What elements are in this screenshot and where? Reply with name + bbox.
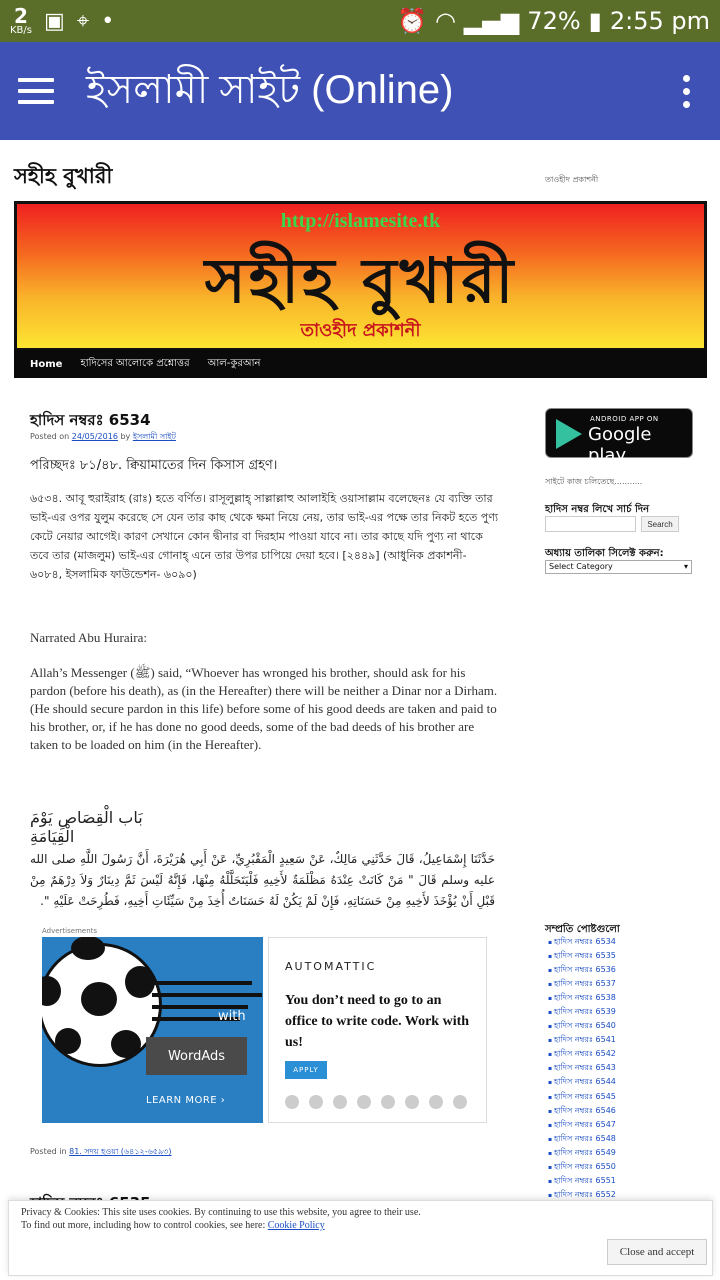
alarm-icon: ⏰ [397,7,427,35]
recent-post-link[interactable]: ▪ হাদিস নম্বরঃ 6535 [548,949,616,963]
jetpack-icon [309,1095,323,1109]
post-author-link[interactable]: ইসলামী সাইট [132,432,176,441]
wordpress-icon [285,1095,299,1109]
posted-in-prefix: Posted in [30,1147,67,1156]
recent-post-link[interactable]: ▪ হাদিস নম্বরঃ 6549 [548,1146,616,1160]
recent-post-link[interactable]: ▪ হাদিস নম্বরঃ 6551 [548,1174,616,1188]
gplay-title: Google play [588,424,652,466]
site-title[interactable]: সহীহ বুখারী [14,164,113,188]
post-date-link[interactable]: 24/05/2016 [71,432,118,441]
search-input[interactable] [545,516,636,532]
network-speed [10,6,32,36]
recent-post-link[interactable]: ▪ হাদিস নম্বরঃ 6534 [548,935,616,949]
category-widget-title: অধ্যায় তালিকা সিলেক্ট করুন: [545,548,664,559]
ads-label: Advertisements [42,927,98,935]
banner-subtitle: তাওহীদ প্রকাশনী [300,320,421,341]
speed-value: 2 [14,4,28,28]
chevron-down-icon: ▾ [683,562,688,571]
hadith-english-text: Allah’s Messenger (ﷺ) said, “Whoever has wronged his brother, should ask for his pardon (before his death), as (in the Hereafter) there will be neither a Dinar nor a Dirham. (He should secure pardon in this life) before some of his good deeds are taken and paid to his brother, or, if he has done no good deeds, some of the bad deeds of his brother are taken to be loaded on him (in the Hereafter). [30,665,498,752]
play-store-icon [556,419,582,449]
close-and-accept-button[interactable]: Close and accept [607,1239,707,1265]
gallery-icon: ▣ [44,8,65,34]
banner-url: http://islamesite.tk [280,210,441,232]
google-play-badge[interactable] [545,408,693,466]
meta-by: by [120,432,131,441]
recent-post-link[interactable]: ▪ হাদিস নম্বরঃ 6545 [548,1090,616,1104]
clock: 2:55 pm [609,7,710,35]
apply-button[interactable]: APPLY [285,1061,327,1079]
product-icons [285,1095,467,1109]
site-status-note: সাইটে কাজ চলিতেছে........... [545,477,643,486]
nav-item-qa[interactable]: হাদিসের আলোকে প্রশ্নোত্তর [80,357,190,369]
nav-item-home[interactable]: Home [30,358,63,370]
automattic-advert[interactable] [268,937,487,1123]
recent-post-link[interactable]: ▪ হাদিস নম্বরঃ 6552 [548,1188,616,1202]
hadith-bengali-text: ৬৫৩৪. আবূ হুরাইরাহ (রাঃ) হতে বর্ণিত। রাসূলুল্লাহ্ সাল্লাল্লাহু আলাইহি ওয়াসাল্লাম বলেছেনঃ যে ব্যক্তি তার ভাই-এর ওপর যুলুম করেছে সে যেন তার কাছ থেকে ক্ষমা নিয়ে নেয়, তার ভাই-এর পক্ষে তার নিকট হতে পুণ্য কেটে নেয়ার আগেই। কারণ সেখানে কোন দ্বীনার বা দিরহাম পাওয়া যাবে না। তার কাছে যদি পুণ্য না থাকে তবে তার (মাজলুম) ভাই-এর গোনাহ্ এনে তার উপর চাপিয়ে দেয়া হবে। [২৪৪৯] (আধুনিক প্রকাশনী- ৬০৮৪, ইসলামিক ফাউন্ডেশন- ৬০৯০) [30,492,499,581]
app-bar [0,42,720,140]
battery-icon: ▮ [588,7,602,35]
soccer-ball-icon [42,943,162,1067]
longreads-icon [429,1095,443,1109]
posted-in [30,1146,172,1159]
arabic-chapter-heading: بَاب الْقِصَاصِ يَوْمَ الْقِيَامَةِ [30,808,143,846]
recent-post-link[interactable]: ▪ হাদিস নম্বরঃ 6546 [548,1104,616,1118]
banner-title: সহীহ বুখারী [204,244,517,317]
more-options-icon[interactable] [683,75,690,108]
recent-posts-list [548,935,616,1216]
ad-message: You don’t need to go to an office to write code. Work with us! [285,993,470,1050]
post-title[interactable]: হাদিস নম্বরঃ 6534 [30,411,151,429]
menu-icon[interactable] [18,78,54,104]
recent-post-link[interactable]: ▪ হাদিস নম্বরঃ 6550 [548,1160,616,1174]
cookie-more-text: To find out more, including how to control cookies, see here: [21,1220,266,1231]
gravatar-icon [405,1095,419,1109]
cookie-policy-link[interactable]: Cookie Policy [267,1220,325,1231]
recent-post-link[interactable]: ▪ হাদিস নম্বরঃ 6536 [548,963,616,977]
recent-post-link[interactable]: ▪ হাদিস নম্বরঃ 6537 [548,977,616,991]
recent-post-link[interactable]: ▪ হাদিস নম্বরঃ 6541 [548,1033,616,1047]
meta-prefix: Posted on [30,432,70,441]
speed-unit: KB/s [10,25,32,36]
maps-icon: ⌖ [76,8,90,34]
category-link[interactable]: 81. সদয় হওয়া (৬৪১২-৬৫৯৩) [69,1147,172,1156]
recent-post-link[interactable]: ▪ হাদিস নম্বরঃ 6548 [548,1132,616,1146]
automattic-logo: AUTOMATTIC [285,960,377,973]
recent-post-link[interactable]: ▪ হাদিস নম্বরঃ 6547 [548,1118,616,1132]
gplay-caption: ANDROID APP ON [590,415,659,423]
learn-more-link[interactable]: LEARN MORE › [146,1095,226,1106]
wifi-icon: ◠ [434,7,456,35]
header-banner[interactable] [14,201,707,351]
wordads-advert[interactable] [42,937,263,1123]
recent-post-link[interactable]: ▪ হাদিস নম্বরঃ 6539 [548,1005,616,1019]
wordads-logo: WordAds [146,1037,247,1075]
category-select[interactable] [545,560,692,574]
web-page [0,140,720,1280]
battery-level: 72% [527,7,581,35]
search-button[interactable]: Search [641,516,679,532]
ad-with-text: with [218,1009,246,1024]
recent-post-link[interactable]: ▪ হাদিস নম্বরঃ 6543 [548,1061,616,1075]
app-title: ইসলামী সাইট (Online) [86,67,454,112]
post-meta [30,431,176,444]
chapter-heading: পরিচ্ছদঃ ৮১/৪৮. ক্বিয়ামাতের দিন কিসাস গ্রহণ। [30,458,278,473]
site-description: তাওহীদ প্রকাশনী [545,175,599,184]
hadith-arabic-text: حَدَّثَنَا إِسْمَاعِيلُ، قَالَ حَدَّثَنِي مَالِكٌ، عَنْ سَعِيدٍ الْمَقْبُرِيِّ، عَنْ أَبِي هُرَيْرَةَ، أَنَّ رَسُولَ اللَّهِ صلى الله عليه وسلم قَالَ " مَنْ كَانَتْ عِنْدَهُ مَظْلَمَةٌ لأَخِيهِ فَلْيَتَحَلَّلْهُ مِنْهَا، فَإِنَّهُ لَيْسَ ثَمَّ دِينَارٌ وَلاَ دِرْهَمٌ مِنْ قَبْلِ أَنْ يُؤْخَذَ لأَخِيهِ مِنْ حَسَنَاتِهِ، فَإِنْ لَمْ يَكُنْ لَهُ حَسَنَاتٌ أُخِذَ مِنْ سَيِّئَاتِ أَخِيهِ، فَطُرِحَتْ عَلَيْهِ ". [30,852,495,908]
woo-icon [381,1095,395,1109]
simplenote-icon [357,1095,371,1109]
akismet-icon [333,1095,347,1109]
cookie-banner [8,1200,713,1276]
recent-post-link[interactable]: ▪ হাদিস নম্বরঃ 6540 [548,1019,616,1033]
recent-post-link[interactable]: ▪ হাদিস নম্বরঃ 6544 [548,1075,616,1089]
signal-icon: ▂▄▆ [463,7,520,35]
cookie-notice: Privacy & Cookies: This site uses cookies. By continuing to use this website, you agree to their use. [21,1207,421,1218]
recent-post-link[interactable]: ▪ হাদিস নম্বরঃ 6542 [548,1047,616,1061]
dot-icon: • [101,8,115,34]
tumblr-icon [453,1095,467,1109]
category-selected: Select Category [549,562,613,571]
nav-bar [14,350,707,378]
status-bar [0,0,720,42]
recent-posts-title: সম্প্রতি পোষ্টগুলো [545,924,620,935]
recent-post-link[interactable]: ▪ হাদিস নম্বরঃ 6538 [548,991,616,1005]
nav-item-quran[interactable]: আল-কুরআন [207,357,261,369]
narrated-by: Narrated Abu Huraira: [30,630,147,645]
cookie-more-info [21,1220,325,1231]
search-widget-title: হাদিস নম্বর লিখে সার্চ দিন [545,504,650,515]
